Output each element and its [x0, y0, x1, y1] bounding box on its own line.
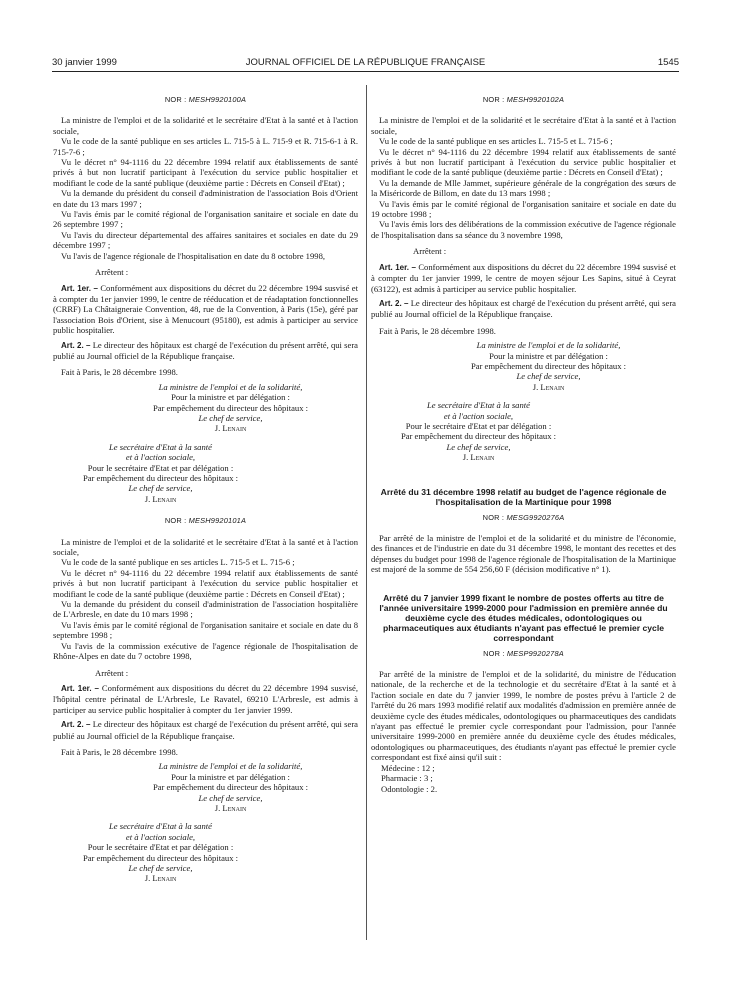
- sig-line: La ministre de l'emploi et de la solidarité,: [158, 381, 303, 392]
- paragraph: Par arrêté de la ministre de l'emploi et de la solidarité, du ministre de l'éducation nationale, de la recherche et de la technologie et du secrétaire d'Etat à la santé et à l'action sociale en date du 7 janvier 1999, le nombre de postes prévu à l'article 2 de l'arrêté du 26 mars 1993 modifié relatif aux modalités d'admission en première année de deuxième cycle des études médicales, odontologiques ou pharmaceutiques des candidats n'ayant pas effectué le premier cycle correspondant pour l'admission, pour l'année universitaire 1999-2000 en première année du deuxième cycle des études médicales, odontologiques ou pharmaceutiques, des étudiants n'ayant pas effectué le premier cycle correspondant est fixé ainsi qu'il suit :: [371, 669, 676, 763]
- paragraph: La ministre de l'emploi et de la solidarité et le secrétaire d'Etat à la santé et à l'action sociale,: [53, 536, 358, 558]
- sig-line: Pour la ministre et par délégation :: [171, 771, 290, 782]
- sig-line: Le chef de service,: [198, 412, 263, 423]
- article-2: [371, 298, 676, 320]
- paragraph: Vu le décret n° 94-1116 du 22 décembre 1994 relatif aux établissements de santé privés à but non lucratif participant à l'exécution du service public hospitalier et modifiant le code de la santé publique (deuxième partie : Décrets en Conseil d'Etat) ;: [371, 146, 676, 178]
- paragraph: Vu l'avis émis par le comité régional de l'organisation sanitaire et sociale en date du 8 septembre 1998 ;: [53, 619, 358, 641]
- header-date: 30 janvier 1999: [52, 57, 117, 68]
- sig-line: Par empêchement du directeur des hôpitaux :: [400, 431, 557, 442]
- paragraph: Vu le code de la santé publique en ses articles L. 715-5 à L. 715-9 et R. 715-6-1 à R. 715-7-6 ;: [53, 136, 358, 157]
- nor-label: NOR :: [482, 512, 505, 522]
- article-text: Le directeur des hôpitaux est chargé de l'exécution du présent arrêté, qui sera publié au Journal officiel de la République française.: [371, 297, 676, 320]
- sig-line: Le chef de service,: [516, 371, 581, 382]
- nor-label: NOR :: [164, 95, 187, 104]
- column-divider: [366, 85, 367, 940]
- paragraph: Vu le code de la santé publique en ses articles L. 715-5 et L. 715-6 ;: [61, 557, 295, 568]
- sig-line: Pour la ministre et par délégation :: [489, 350, 608, 361]
- article-2: [53, 719, 358, 741]
- sig-line: Le chef de service,: [128, 863, 193, 873]
- paragraph: Vu le décret n° 94-1116 du 22 décembre 1994 relatif aux établissements de santé privés à but non lucratif participant à l'exécution du service public hospitalier et modifiant le code de la santé publique (deuxième partie : Décrets en Conseil d'Etat) ;: [53, 567, 358, 599]
- article-text: Le directeur des hôpitaux est chargé de l'exécution du présent arrêté, qui sera publié au Journal officiel de la République française.: [53, 339, 358, 361]
- decree-mesh9920100a: [53, 95, 358, 504]
- nor-line: [371, 513, 676, 523]
- paragraph: Vu la demande du président du conseil d'administration de l'association hospitalière de L'Arbresle, en date du 10 mars 1998 ;: [53, 599, 358, 620]
- sig-line: Par empêchement du directeur des hôpitaux :: [470, 360, 627, 371]
- nor-label: NOR :: [483, 648, 505, 658]
- signatory-name: J. Lenain: [532, 381, 565, 392]
- signatory-name: J. Lenain: [214, 423, 247, 434]
- article-text: Conformément aux dispositions du décret du 22 décembre 1994 susvisé et à compter du 1er janvier 1999, le centre de rééducation et de réadaptation fonctionnelles (CRRF) La Châtaigneraie Convention, 48, rue de la Convention, à Paris (15e), géré par l'association Bois d'Orient, sise à Menucourt (95180), est admis à participer au service public hospitalier.: [53, 282, 359, 336]
- paragraph: Par arrêté de la ministre de l'emploi et de la solidarité et du ministre de l'économie, des finances et de l'industrie en date du 31 décembre 1998, le montant des recettes et des dépenses du budget pour 1998 de l'agence régionale de l'hospitalisation de la Martinique est majoré de la somme de 554 256,60 F (décision modificative n° 1).: [371, 533, 676, 575]
- nor-label: NOR :: [164, 516, 187, 526]
- paragraph: Vu la demande de Mlle Jammet, supérieure générale de la congrégation des sœurs de la Miséricorde de Billom, en date du 13 mars 1998 ;: [371, 177, 676, 199]
- sig-line: Pour le secrétaire d'Etat et par délégation :: [87, 842, 234, 853]
- decree-title: Arrêté du 31 décembre 1998 relatif au budget de l'agence régionale de l'hospitalisation de la Martinique pour 1998: [380, 486, 667, 507]
- arretent: Arrêtent :: [413, 246, 447, 257]
- paragraph: Vu la demande du président du conseil d'administration de l'association Bois d'Orient en date du 13 mars 1997 ;: [53, 188, 358, 209]
- decree-mesg9920276a: [371, 487, 676, 575]
- article-label: Art. 1er. –: [61, 683, 99, 693]
- article-label: Art. 2. –: [61, 340, 91, 350]
- arretent: Arrêtent :: [95, 667, 129, 678]
- sig-line: Par empêchement du directeur des hôpitaux :: [152, 402, 309, 413]
- sig-line: Le chef de service,: [446, 441, 511, 452]
- nor-line: [53, 516, 358, 526]
- header-rule: [52, 71, 679, 72]
- sig-line: et à l'action sociale,: [125, 452, 196, 463]
- paragraph: Vu l'avis de l'agence régionale de l'hospitalisation en date du 8 octobre 1998,: [61, 250, 326, 261]
- page-number: 1545: [657, 57, 679, 68]
- arretent: Arrêtent :: [95, 267, 129, 278]
- sig-line: et à l'action sociale,: [443, 410, 514, 421]
- nor-label: NOR :: [482, 95, 505, 104]
- nor-line: [371, 649, 676, 659]
- paragraph: Vu l'avis du directeur départemental des affaires sanitaires et sociales en date du 29 décembre 1997 ;: [53, 229, 358, 251]
- nor-code: MESH9920100A: [188, 95, 247, 104]
- fait-a-paris: Fait à Paris, le 28 décembre 1998.: [379, 325, 496, 336]
- article-label: Art. 2. –: [379, 298, 409, 308]
- sig-line: Le chef de service,: [198, 792, 263, 803]
- sig-line: La ministre de l'emploi et de la solidarité,: [158, 761, 303, 772]
- article-1: [53, 683, 358, 715]
- signatory-name: J. Lenain: [214, 802, 247, 813]
- nor-code: MESH9920102A: [506, 95, 565, 104]
- right-column: [371, 95, 676, 794]
- paragraph: Vu l'avis émis lors des délibérations de la commission exécutive de l'agence régionale de l'hospitalisation dans sa séance du 3 novembre 1998,: [371, 219, 676, 240]
- list-item: Médecine : 12 ;: [381, 762, 435, 773]
- journal-title: JOURNAL OFFICIEL DE LA RÉPUBLIQUE FRANÇAISE: [245, 57, 486, 68]
- sig-line: Le secrétaire d'Etat à la santé: [109, 441, 212, 452]
- article-text: Le directeur des hôpitaux est chargé de l'exécution du présent arrêté, qui sera publié au Journal officiel de la République française.: [53, 719, 358, 741]
- sig-line: Par empêchement du directeur des hôpitaux :: [82, 852, 239, 863]
- nor-line: [53, 95, 358, 105]
- fait-a-paris: Fait à Paris, le 28 décembre 1998.: [61, 367, 178, 378]
- sig-line: Le secrétaire d'Etat à la santé: [427, 400, 530, 411]
- sig-line: Par empêchement du directeur des hôpitaux :: [152, 782, 309, 793]
- article-label: Art. 2. –: [61, 720, 91, 730]
- decree-mesh9920101a: [53, 516, 358, 884]
- signatory-name: J. Lenain: [462, 452, 495, 463]
- paragraph: Vu l'avis émis par le comité régional de l'organisation sanitaire et sociale en date du 26 septembre 1997 ;: [53, 209, 358, 230]
- paragraph: Vu le décret n° 94-1116 du 22 décembre 1994 relatif aux établissements de santé privés à but non lucratif participant à l'exécution du service public hospitalier et modifiant le code de la santé publique (deuxième partie : Décrets en Conseil d'Etat) ;: [53, 157, 358, 188]
- sig-line: Pour le secrétaire d'Etat et par délégation :: [405, 420, 552, 431]
- signature-minister: [103, 761, 358, 813]
- article-1: [371, 262, 676, 294]
- list-item: Pharmacie : 3 ;: [381, 773, 433, 784]
- article-text: Conformément aux dispositions du décret du 22 décembre 1994 susvisé et à compter du 1er janvier 1999, le centre de moyen séjour Les Sapins, situé à Ceyrat (63122), est admis à participer au service public hospitalier.: [371, 261, 677, 294]
- paragraph: La ministre de l'emploi et de la solidarité et le secrétaire d'Etat à la santé et à l'action sociale,: [53, 115, 358, 136]
- sig-line: Par empêchement du directeur des hôpitaux :: [82, 473, 239, 483]
- signature-minister: [421, 340, 676, 392]
- paragraph: Vu le code de la santé publique en ses articles L. 715-5 et L. 715-6 ;: [379, 136, 613, 147]
- article-1: [53, 283, 358, 336]
- article-label: Art. 1er. –: [379, 262, 416, 272]
- paragraph: Vu l'avis de la commission exécutive de l'agence régionale de l'hospitalisation de Rhône-Alpes en date du 7 octobre 1998,: [53, 640, 358, 662]
- signatory-name: J. Lenain: [144, 873, 177, 884]
- nor-code: MESH9920101A: [188, 516, 247, 526]
- nor-code: MESG9920276A: [506, 512, 565, 522]
- nor-line: [371, 95, 676, 105]
- fait-a-paris: Fait à Paris, le 28 décembre 1998.: [61, 746, 178, 757]
- sig-line: Le chef de service,: [128, 483, 193, 494]
- signature-secretary: [53, 821, 268, 883]
- signature-minister: [103, 382, 358, 434]
- decree-title: Arrêté du 7 janvier 1999 fixant le nombre de postes offerts au titre de l'année universitaire 1999-2000 pour l'admission en première année du deuxième cycle des études médicales, odontologiques ou pharmaceutiques aux étudiants n'ayant pas effectué le premier cycle correspondant: [379, 592, 668, 643]
- decree-mesh9920102a: [371, 95, 676, 463]
- signatory-name: J. Lenain: [144, 493, 177, 504]
- article-2: [53, 340, 358, 362]
- signature-secretary: [371, 400, 586, 462]
- article-label: Art. 1er. –: [61, 283, 98, 293]
- list-item: Odontologie : 2.: [381, 783, 438, 794]
- article-text: Conformément aux dispositions du décret du 22 décembre 1994 susvisé, l'hôpital centre périnatal de L'Arbresle, Le Ravatel, 69210 L'Arbresle, est admis à participer au service public hospitalier à compter du 1er janvier 1999.: [53, 682, 358, 715]
- decree-mesp9920278a: [371, 593, 676, 794]
- signature-secretary: [53, 442, 268, 504]
- paragraph: La ministre de l'emploi et de la solidarité et le secrétaire d'Etat à la santé et à l'action sociale,: [371, 115, 676, 136]
- sig-line: Pour le secrétaire d'Etat et par délégation :: [87, 462, 234, 473]
- sig-line: La ministre de l'emploi et de la solidarité,: [476, 340, 621, 351]
- sig-line: et à l'action sociale,: [125, 831, 196, 842]
- page-header: [52, 57, 679, 71]
- left-column: [53, 95, 358, 884]
- sig-line: Le secrétaire d'Etat à la santé: [109, 821, 212, 832]
- sig-line: Pour la ministre et par délégation :: [171, 392, 290, 403]
- paragraph: Vu l'avis émis par le comité régional de l'organisation sanitaire et sociale en date du 19 octobre 1998 ;: [371, 198, 676, 220]
- nor-code: MESP9920278A: [506, 648, 564, 658]
